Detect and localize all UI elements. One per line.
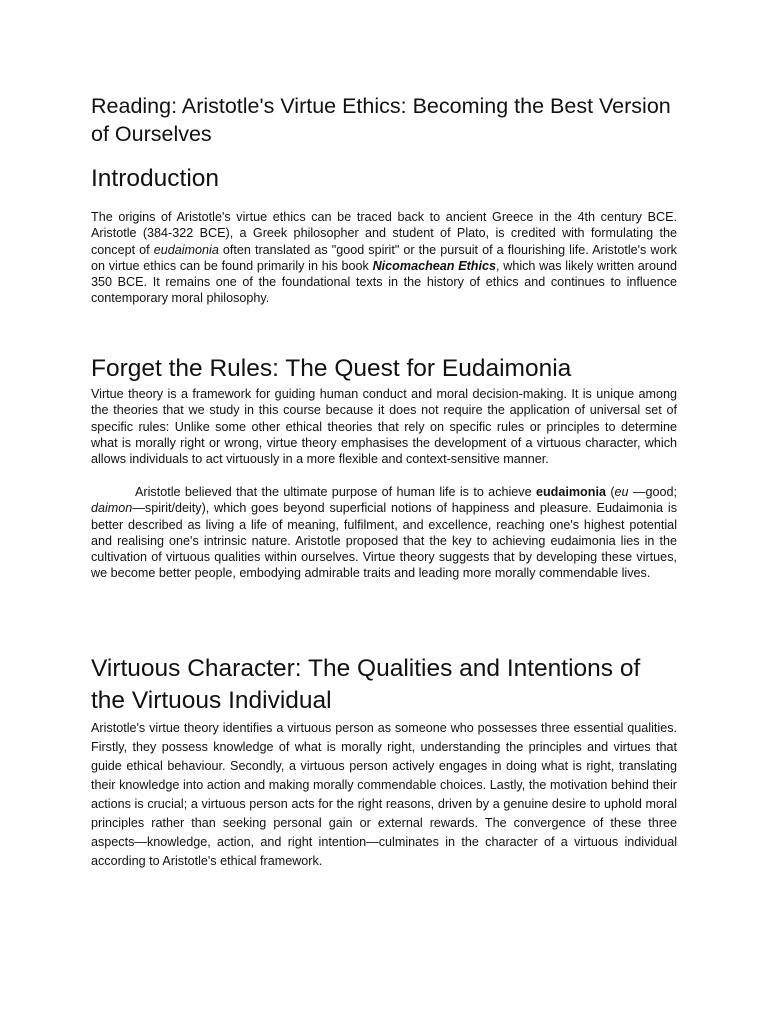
page-title: Reading: Aristotle's Virtue Ethics: Becoming the Best Version of Ourselves	[91, 94, 671, 146]
intro-term-eudaimonia: eudaimonia	[153, 242, 219, 257]
forget-p2-term-eudaimonia: eudaimonia	[535, 485, 606, 499]
intro-text-2: often translated as "good spirit" or the pursuit of a flourishing life. Aristotle's work on virtue ethics can be found primarily in his book	[91, 242, 677, 273]
intro-text-1: The origins of Aristotle's virtue ethics can be traced back to ancient Greece in the 4th century BCE. Aristotle (384-322 BCE), a Greek philosopher and student of Plato, is credited with formulating the concept of	[91, 210, 677, 257]
section-heading-virtuous-character: Virtuous Character: The Qualities and Intentions of the Virtuous Individual	[91, 655, 641, 714]
forget-p2-text-4: —spirit/deity), which goes beyond superficial notions of happiness and pleasure. Eudaimonia is better described as living a life of meaning, fulfilment, and excellence, reaching one's highest potential and realising one's intrinsic nature. Aristotle proposed that the key to achieving eudaimonia lies in the cultivation of virtuous qualities within ourselves. Virtue theory suggests that by developing these virtues, we become better people, embodying admirable traits and leading more morally commendable lives.	[91, 501, 677, 581]
section-heading-forget-the-rules: Forget the Rules: The Quest for Eudaimonia	[91, 355, 572, 382]
forget-p2-text-1: Aristotle believed that the ultimate purpose of human life is to achieve	[135, 485, 536, 499]
forget-p2-term-eu: eu	[614, 485, 629, 499]
forget-p2-term-daimon: daimon	[91, 501, 133, 516]
forget-p2-text-3: —good;	[628, 485, 677, 499]
forget-paragraph-2	[91, 484, 677, 582]
forget-p2-text-2: (	[605, 485, 615, 499]
intro-text-3: , which was likely written around 350 BCE. It remains one of the foundational texts in the history of ethics and continues to influence contemporary moral philosophy.	[91, 258, 678, 306]
intro-paragraph	[91, 209, 677, 307]
forget-paragraph-1: Virtue theory is a framework for guiding human conduct and moral decision-making. It is unique among the theories that we study in this course because it does not require the application of universal set of specific rules: Unlike some other ethical theories that rely on specific rules or principles to determine what is morally right or wrong, virtue theory emphasises the development of a virtuous character, which allows individuals to act virtuously in a more flexible and context-sensitive manner.	[91, 387, 677, 467]
intro-book-title: Nicomachean Ethics	[372, 258, 496, 273]
virtuous-paragraph: Aristotle's virtue theory identifies a virtuous person as someone who possesses three essential qualities. Firstly, they possess knowledge of what is morally right, understanding the principles and virtues that guide ethical behaviour. Secondly, a virtuous person actively engages in doing what is right, translating their knowledge into action and making morally commendable choices. Lastly, the motivation behind their actions is crucial; a virtuous person acts for the right reasons, driven by a genuine desire to uphold moral principles rather than seeking personal gain or external rewards. The convergence of these three aspects—knowledge, action, and right intention—culminates in the character of a virtuous individual according to Aristotle's ethical framework.	[91, 721, 677, 868]
section-heading-introduction: Introduction	[91, 165, 220, 192]
